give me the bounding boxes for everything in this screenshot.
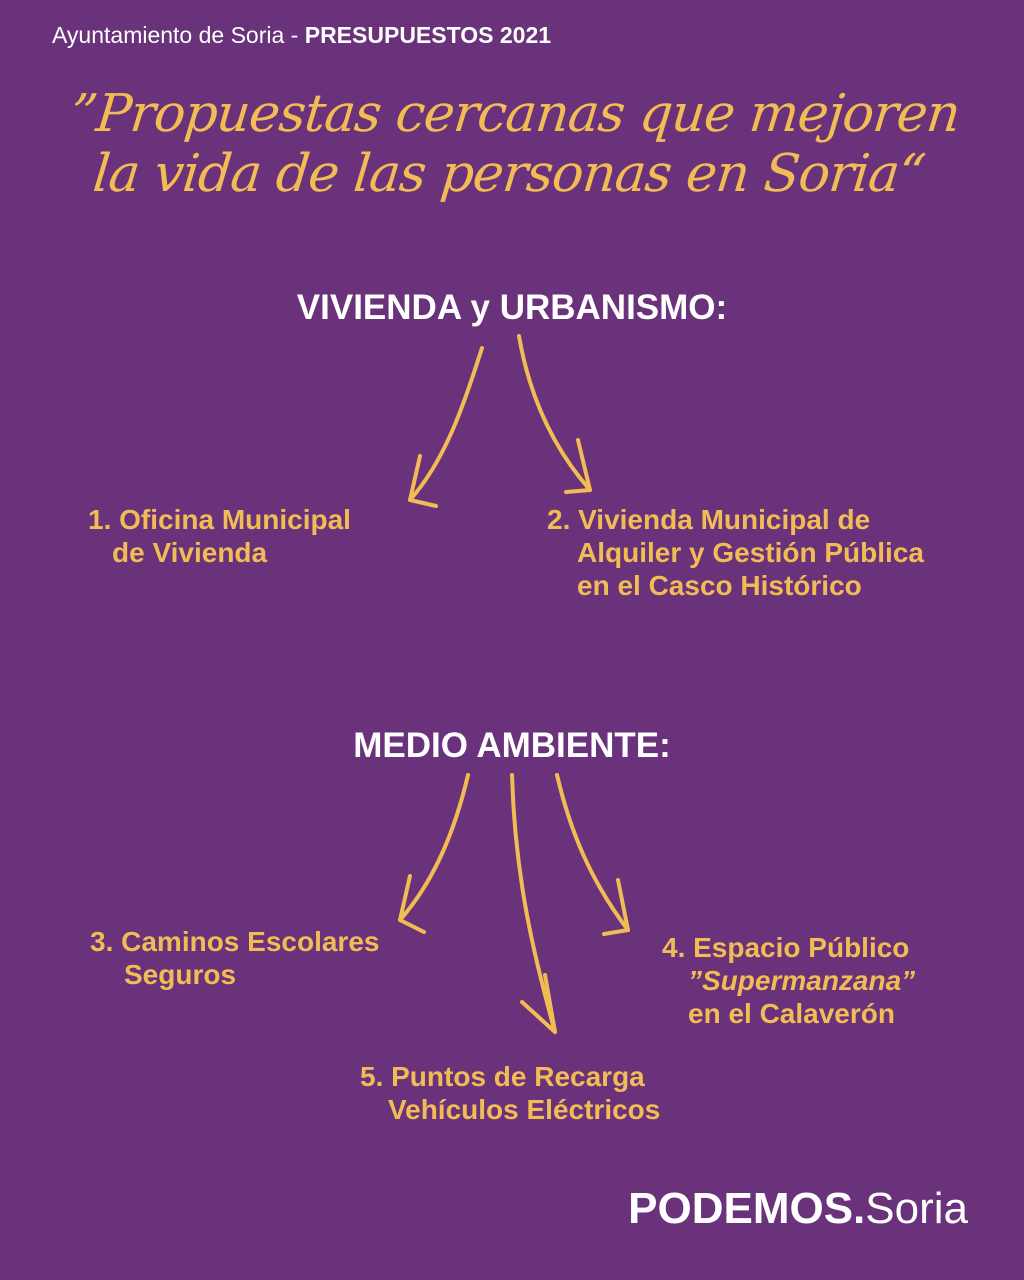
header-budget: PRESUPUESTOS 2021 (304, 22, 552, 48)
brand-regular: Soria (865, 1184, 968, 1233)
slogan-line-1: ”Propuestas cercanas que mejoren (67, 84, 963, 144)
proposal-2 (547, 503, 924, 602)
proposal-5 (360, 1060, 660, 1126)
proposal-2-line-2: Alquiler y Gestión Pública (577, 537, 924, 568)
proposal-3-line-2: Seguros (124, 959, 237, 990)
proposal-1 (88, 503, 351, 569)
proposal-3 (90, 925, 379, 991)
arrow-down-icon (512, 775, 555, 1032)
brand-logo (628, 1184, 968, 1234)
proposal-4-line-3: en el Calaverón (688, 998, 895, 1029)
arrow-down-right-icon (557, 775, 628, 934)
section-title-medio-ambiente: MEDIO AMBIENTE: (353, 726, 671, 765)
slogan-line-2: la vida de las personas en Soria“ (90, 144, 928, 204)
brand-bold: PODEMOS. (628, 1184, 866, 1233)
proposal-1-line-2: de Vivienda (112, 537, 268, 568)
proposal-1-line-1: 1. Oficina Municipal (88, 504, 351, 535)
proposal-5-line-2: Vehículos Eléctricos (388, 1094, 661, 1125)
proposal-4 (662, 931, 915, 1030)
header-org: Ayuntamiento de Soria - (52, 22, 305, 48)
arrow-down-left-icon (410, 348, 482, 506)
proposal-2-line-1: 2. Vivienda Municipal de (547, 504, 871, 535)
proposal-4-line-1: 4. Espacio Público (662, 932, 910, 963)
proposal-4-line-2: ”Supermanzana” (688, 965, 916, 996)
proposal-2-line-3: en el Casco Histórico (577, 570, 862, 601)
arrow-down-left-icon (400, 775, 468, 932)
section-title-vivienda: VIVIENDA y URBANISMO: (296, 288, 728, 327)
proposal-3-line-1: 3. Caminos Escolares (90, 926, 380, 957)
arrow-down-right-icon (519, 336, 590, 492)
proposal-5-line-1: 5. Puntos de Recarga (360, 1061, 645, 1092)
